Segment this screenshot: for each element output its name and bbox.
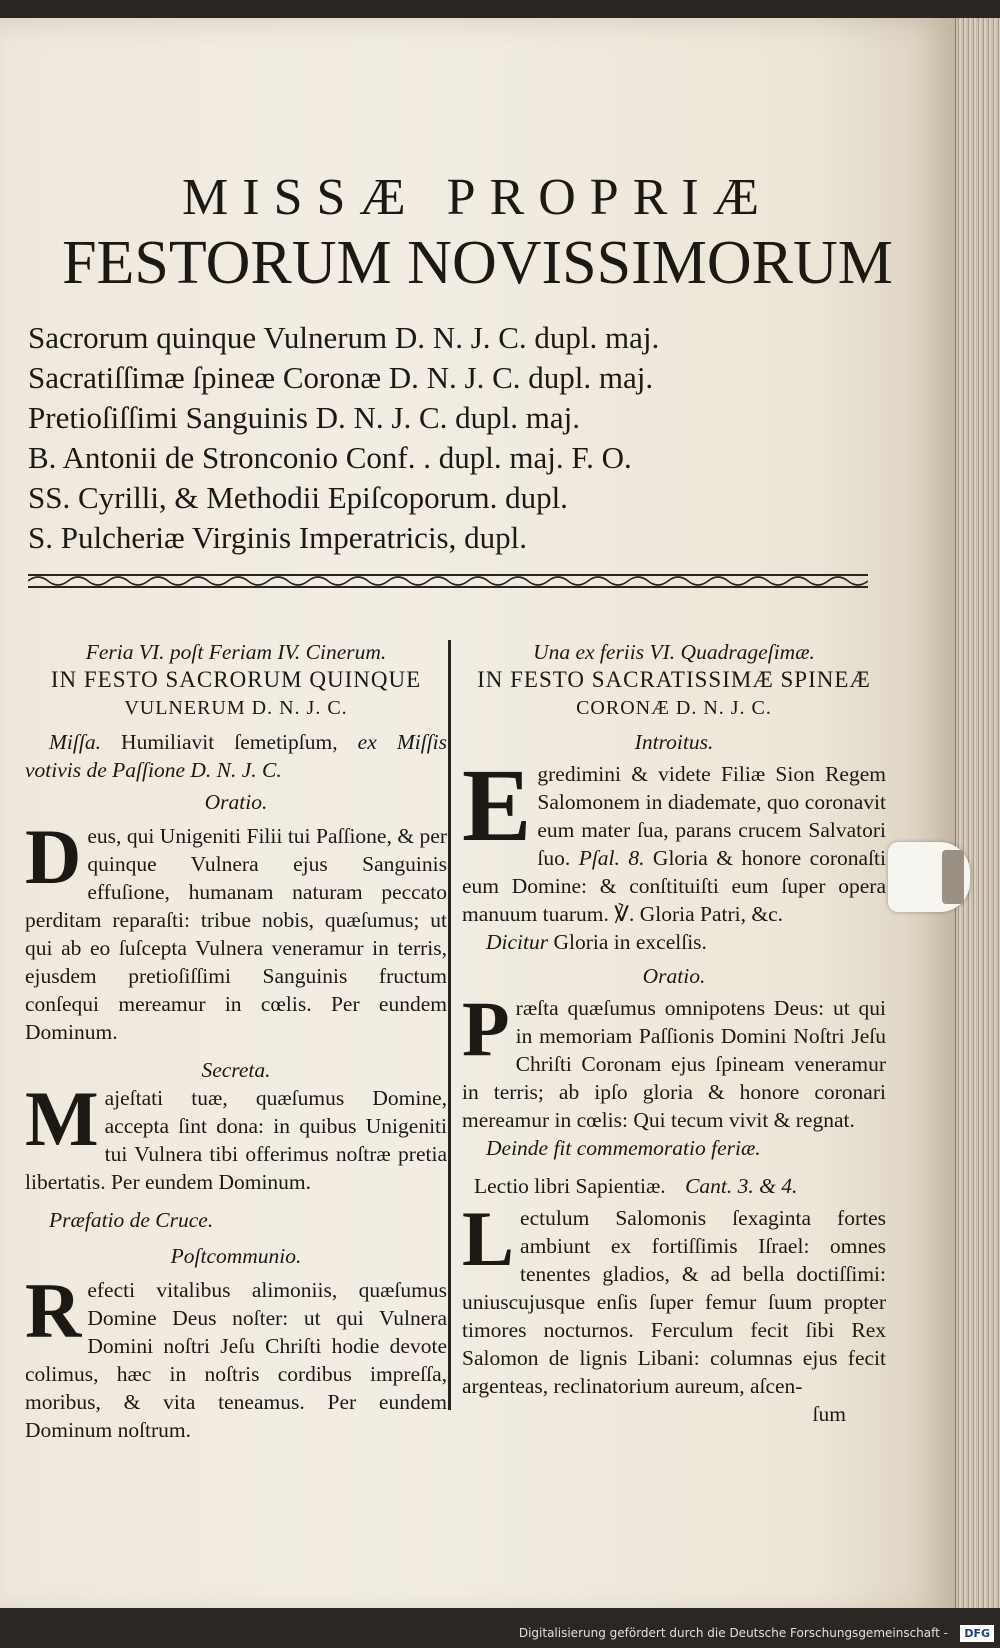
right-column: [462, 638, 886, 1428]
section-heading: IN FESTO SACRORUM QUINQUE: [50, 667, 422, 692]
section-heading: IN FESTO SACRATISSIMÆ SPINEÆ: [477, 667, 871, 692]
column-divider: [448, 640, 451, 1410]
postcommunio-text: efecti vitalibus alimoniis, quæſumus Domine Deus noſter: ut qui Vulnera Domini noſtri Jeſu Chriſti hodie devote colimus, hæc in noſtris cordibus impreſſa, moribus, & vita teneamus. Per eundem Dominum noſtrum.: [25, 1278, 447, 1442]
dfg-logo: DFG: [960, 1625, 994, 1642]
footer-credit: Digitalisierung gefördert durch die Deutsche Forschungsgemeinschaft -: [518, 1626, 948, 1640]
drop-initial: D: [25, 813, 82, 900]
dicitur-label: Dicitur: [486, 930, 549, 954]
drop-initial: R: [25, 1267, 82, 1354]
oratio-title: Oratio.: [642, 964, 706, 988]
rubric: Una ex feriis VI. Quadrageſimæ.: [533, 640, 815, 664]
dicitur-line: [462, 928, 886, 956]
feast-item: Sacratiſſimæ ſpineæ Coronæ D. N. J. C. dupl. maj.: [28, 360, 654, 395]
lectio-text: ectulum Salomonis ſexaginta fortes ambiunt ex fortiſſimis Iſrael: omnes tenentes gladios, & ad bella doctiſſimi: uniuscujusque enſis ſuper femur ſuum propter timores nocturnos. Ferculum fecit ſibi Rex Salomon de lignis Libani: columnas ejus fecit argenteas, reclinatorium aureum, aſcen-: [462, 1206, 886, 1398]
secreta-title: Secreta.: [201, 1058, 271, 1082]
oratio-text: eus, qui Unigeniti Filii tui Paſſione, & per quinque Vulnera ejus Sanguinis effuſione, humanam naturam peccato perditam reparaſti: tribue nobis, quæſumus; ut qui ab eo ſuſcepta Vulnera veneramur in terris, ejusdem pretioſiſſimi Sanguinis fructum conſequi mereamur in cœlis. Per eundem Dominum.: [25, 824, 447, 1044]
lectio-label: Lectio libri Sapientiæ.: [474, 1174, 666, 1198]
deinde-line: Deinde fit commemoratio feriæ.: [486, 1136, 761, 1160]
feast-item: Pretioſiſſimi Sanguinis D. N. J. C. dupl. maj.: [28, 400, 580, 435]
feast-item: S. Pulcheriæ Virginis Imperatricis, dupl.: [28, 520, 527, 555]
psalm-ref: Pſal. 8.: [578, 846, 645, 870]
missa-line: [25, 728, 447, 784]
postcommunio-title: Poſtcommunio.: [170, 1244, 302, 1268]
oratio-title: Oratio.: [204, 790, 268, 814]
bookmark-tab: [888, 842, 970, 912]
section-subheading: VULNERUM D. N. J. C.: [124, 697, 348, 719]
praefatio: Præfatio de Cruce.: [49, 1208, 214, 1232]
introitus-text: gredimini & videte Filiæ Sion Regem Salomonem in diademate, quo coronavit eum mater ſua, parans crucem Salvatori ſuo.: [537, 762, 886, 870]
oratio-paragraph: [25, 813, 447, 1046]
rubric: Feria VI. poſt Feriam IV. Cinerum.: [85, 640, 387, 664]
oratio-text: ræſta quæſumus omnipotens Deus: ut qui in memoriam Paſſionis Domini Noſtri Jeſu Chriſti Coronam ejus ſpineam veneramur in terris; ab ipſo gloria & honore coronari mereamur in cœlis: Qui tecum vivit & regnat.: [462, 996, 886, 1132]
feast-item: SS. Cyrilli, & Methodii Epiſcoporum. dupl.: [28, 480, 568, 515]
catchword: ſum: [812, 1402, 846, 1426]
lectio-paragraph: [462, 1195, 886, 1400]
drop-initial: P: [462, 985, 510, 1072]
introitus-paragraph: [462, 748, 887, 928]
oratio-paragraph: [462, 985, 886, 1134]
ornamental-rule: [28, 572, 868, 590]
feast-list: [28, 318, 659, 558]
missa-text: Humiliavit ſemetipſum,: [121, 730, 338, 754]
drop-initial: E: [462, 748, 532, 863]
secreta-text: ajeſtati tuæ, quæſumus Domine, accepta ſint dona: in quibus Unigeniti tui Vulnera tibi offerimus noſtræ pretia libertatis. Per eundem Dominum.: [25, 1086, 447, 1194]
title-line-1: MISSÆ PROPRIÆ: [182, 169, 773, 226]
drop-initial: M: [25, 1075, 99, 1162]
lectio-ref: Cant. 3. & 4.: [685, 1174, 798, 1198]
dicitur-text: Gloria in excelſis.: [553, 930, 707, 954]
feast-item: Sacrorum quinque Vulnerum D. N. J. C. dupl. maj.: [28, 320, 660, 355]
introitus-title: Introitus.: [634, 730, 714, 754]
missa-ref: ex Miſſis votivis de Paſſione D. N. J. C.: [25, 730, 448, 782]
title-line-2: FESTORUM NOVISSIMORUM: [62, 229, 893, 297]
missa-label: Miſſa.: [49, 730, 101, 754]
feast-item: B. Antonii de Stronconio Conf. . dupl. maj. F. O.: [28, 440, 632, 475]
drop-initial: L: [462, 1195, 515, 1282]
postcommunio-paragraph: [25, 1267, 447, 1444]
section-subheading: CORONÆ D. N. J. C.: [576, 697, 772, 719]
introitus-cont: Gloria & honore coronaſti eum Domine: & conſtituiſti eum ſuper opera manuum tuarum. ℣. Gloria Patri, &c.: [462, 846, 887, 926]
clip-icon: [942, 850, 964, 904]
secreta-paragraph: [25, 1075, 447, 1196]
lectio-heading: [462, 1172, 886, 1200]
left-column: [25, 638, 447, 1444]
page-edges: [955, 18, 1000, 1618]
